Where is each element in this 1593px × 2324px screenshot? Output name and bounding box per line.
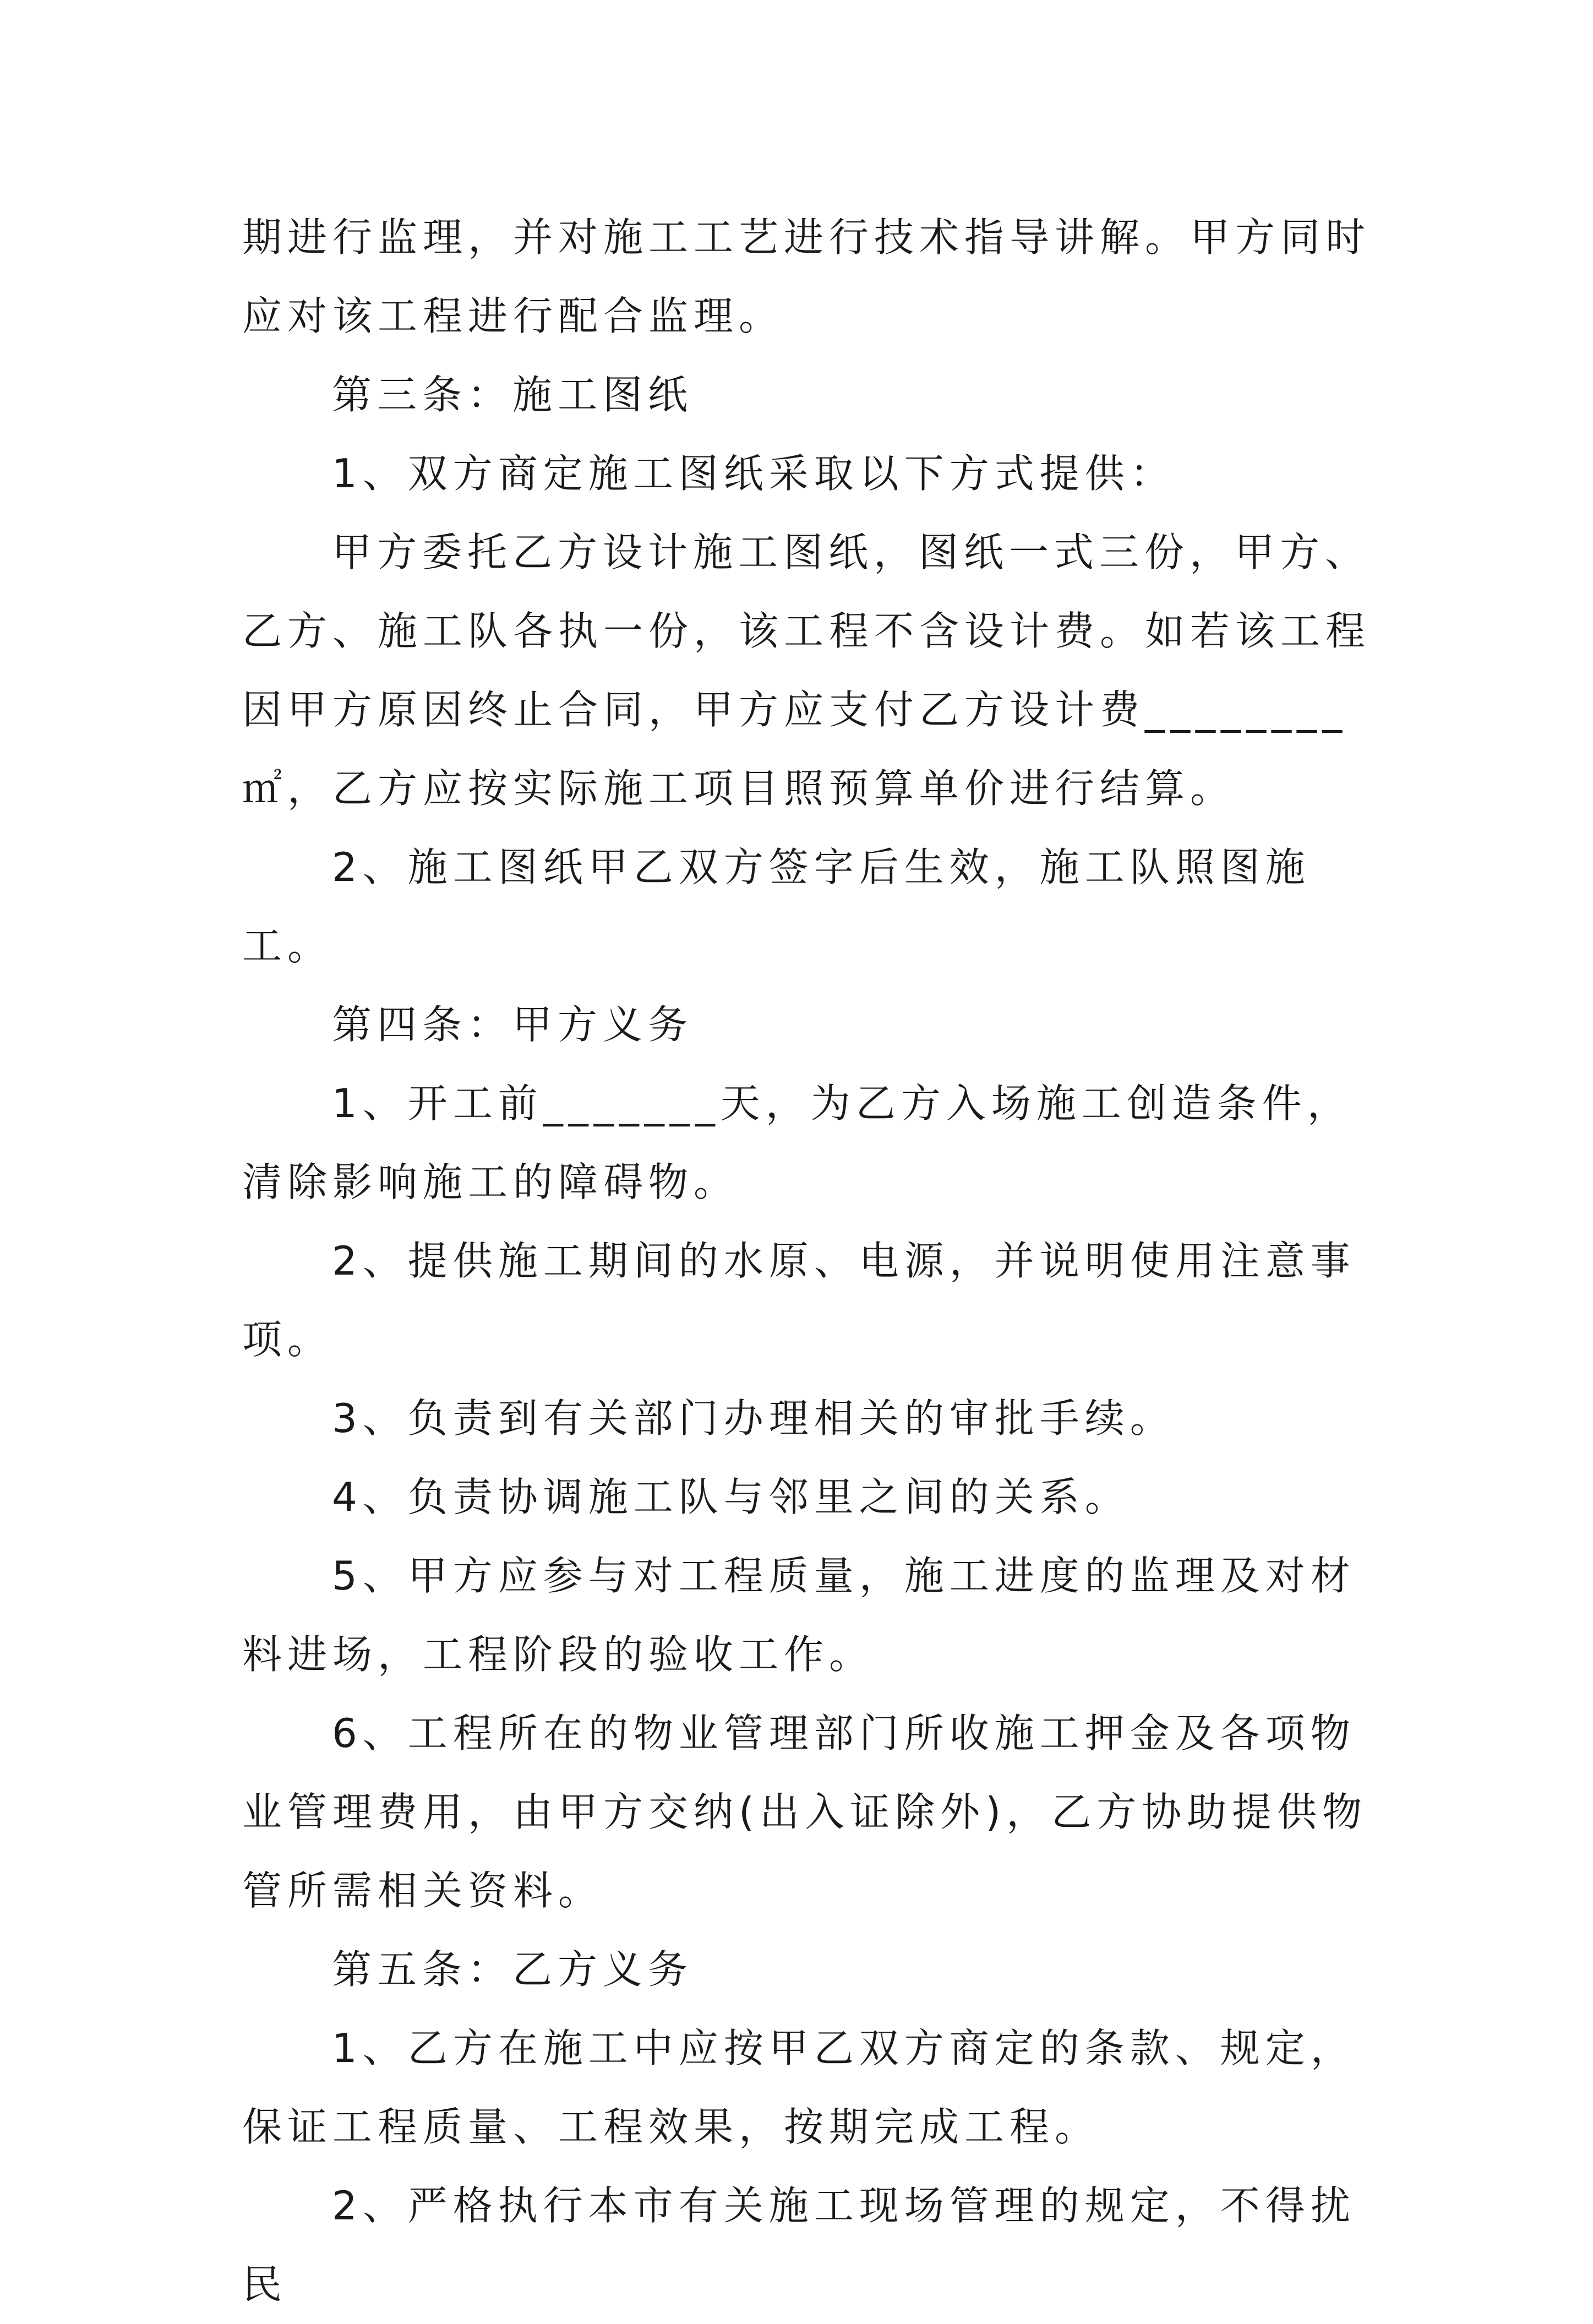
paragraph: 2、施工图纸甲乙双方签字后生效，施工队照图施工。 — [242, 844, 1311, 969]
paragraph-continued: 期进行监理，并对施工工艺进行技术指导讲解。甲方同时应对该工程进行配合监理。 — [242, 214, 1371, 339]
paragraph: 1、乙方在施工中应按甲乙双方商定的条款、规定，保证工程质量、工程效果，按期完成工程。 — [242, 2025, 1356, 2150]
contract-body — [242, 198, 1376, 2324]
paragraph: 1、双方商定施工图纸采取以下方式提供： — [332, 450, 1175, 497]
paragraph: 2、严格执行本市有关施工现场管理的规定，不得扰民 — [242, 2183, 1356, 2307]
article-5-heading: 第五条：乙方义务 — [332, 1946, 694, 1993]
article-4-heading: 第四条：甲方义务 — [332, 1002, 694, 1048]
paragraph: 4、负责协调施工队与邻里之间的关系。 — [332, 1474, 1130, 1520]
paragraph: 5、甲方应参与对工程质量，施工进度的监理及对材料进场，工程阶段的验收工作。 — [242, 1553, 1356, 1678]
paragraph: 3、负责到有关部门办理相关的审批手续。 — [332, 1395, 1175, 1441]
paragraph: 6、工程所在的物业管理部门所收施工押金及各项物业管理费用，由甲方交纳(出入证除外)，乙方协助提供物管所需相关资料。 — [242, 1710, 1368, 1914]
paragraph: 2、提供施工期间的水原、电源，并说明使用注意事项。 — [242, 1238, 1356, 1363]
paragraph: 1、开工前_______天，为乙方入场施工创造条件，清除影响施工的障碍物。 — [242, 1080, 1352, 1205]
paragraph: 甲方委托乙方设计施工图纸，图纸一式三份，甲方、乙方、施工队各执一份，该工程不含设计费。如若该工程因甲方原因终止合同，甲方应支付乙方设计费________㎡，乙方应按实际施工项目照预算单价进行结算。 — [242, 529, 1371, 812]
article-3-heading: 第三条：施工图纸 — [332, 372, 694, 418]
